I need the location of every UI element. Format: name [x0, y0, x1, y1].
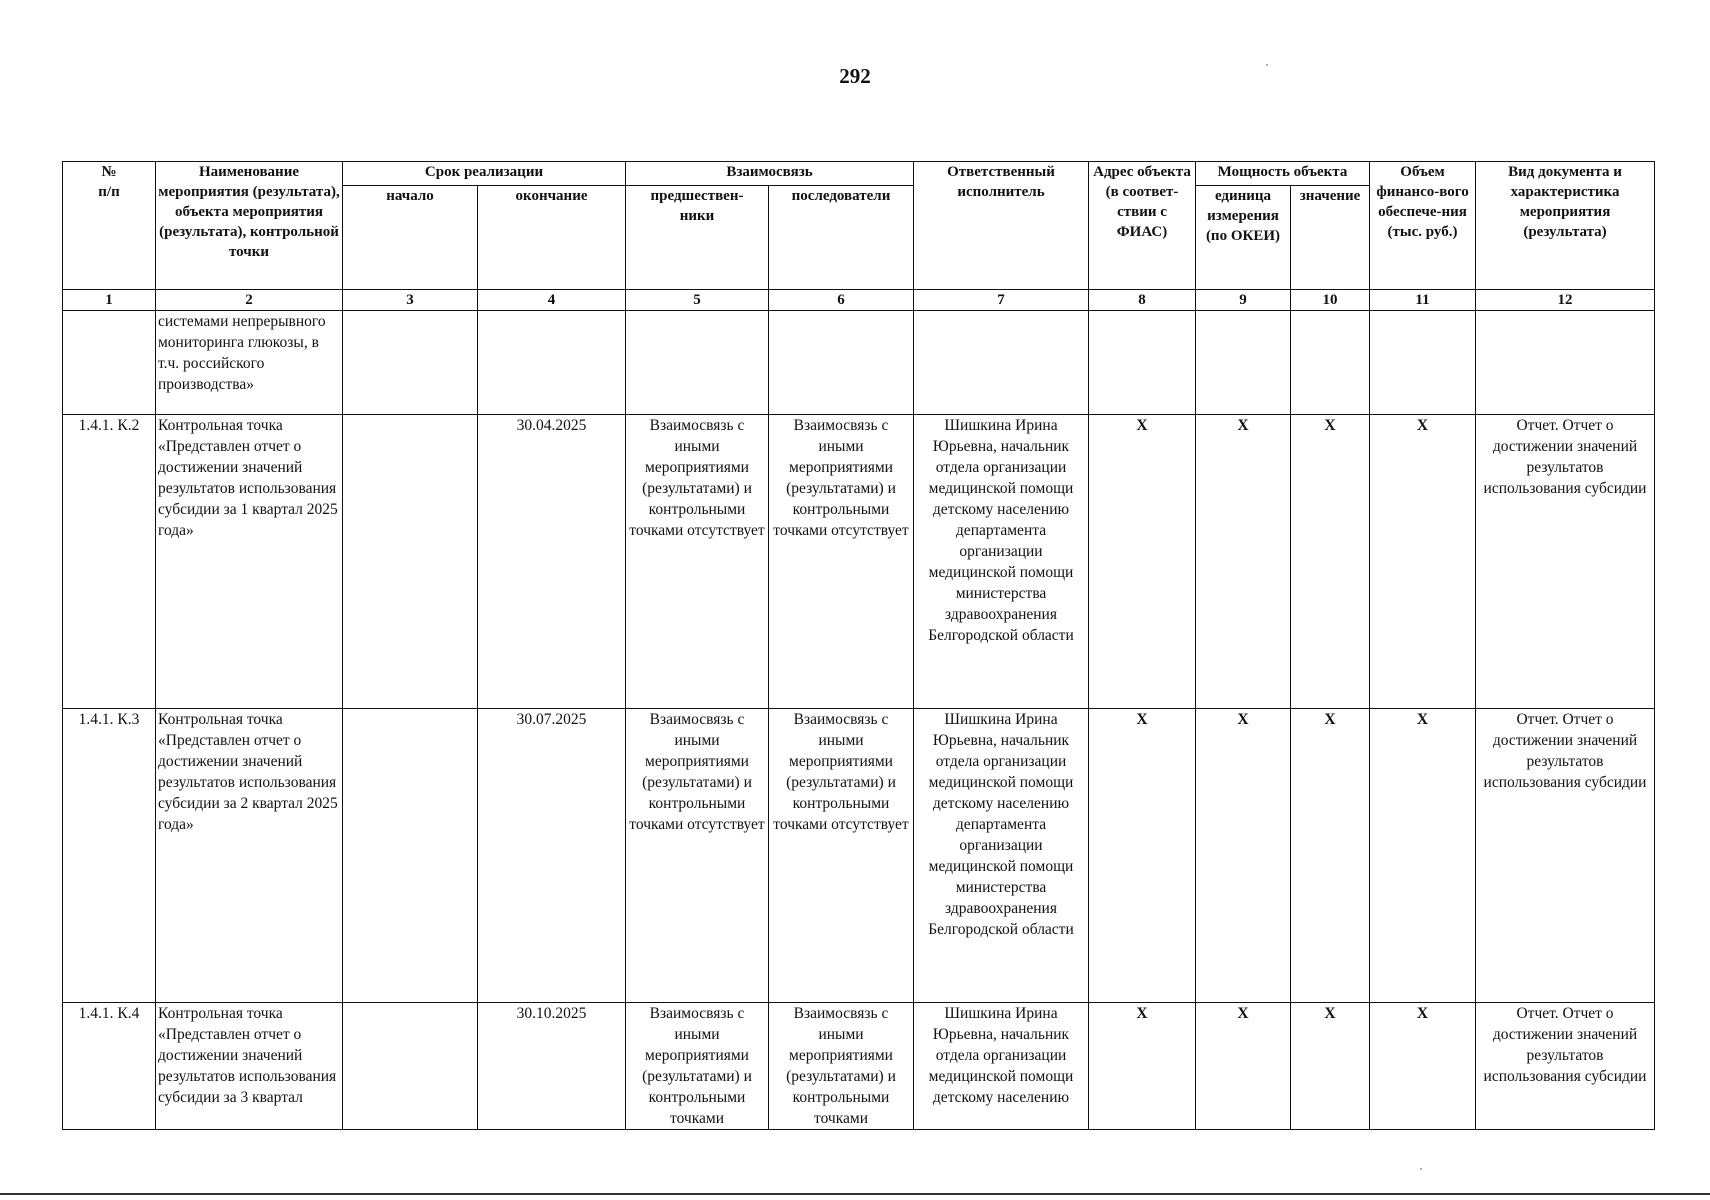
row-name: Контрольная точка «Представлен отчет о достижении значений результатов использования субсидии за 2 квартал 2025 года» [156, 709, 343, 1003]
row-unit: Х [1196, 1003, 1291, 1130]
row-document: Отчет. Отчет о достижении значений результатов использования субсидии [1476, 709, 1655, 1003]
row-responsible: Шишкина Ирина Юрьевна, начальник отдела организации медицинской помощи детскому населению [914, 1003, 1089, 1130]
col-number-2: 2 [156, 290, 343, 311]
row-start [343, 415, 478, 709]
table-row [63, 415, 1655, 709]
row-end: 30.04.2025 [478, 415, 626, 709]
header-col-3: начало [343, 186, 478, 290]
col-number-10: 10 [1291, 290, 1370, 311]
scan-edge-line [0, 1193, 1710, 1195]
header-col-8: Адрес объекта (в соответ-ствии с ФИАС) [1089, 162, 1196, 290]
row-name: Контрольная точка «Представлен отчет о достижении значений результатов использования субсидии за 3 квартал [156, 1003, 343, 1130]
header-group-term: Срок реализации [343, 162, 626, 186]
row-value: Х [1291, 415, 1370, 709]
row-successors: Взаимосвязь с иными мероприятиями (результатами) и контрольными точками отсутствует [769, 709, 914, 1003]
col-number-11: 11 [1370, 290, 1476, 311]
row-successors: Взаимосвязь с иными мероприятиями (результатами) и контрольными точками [769, 1003, 914, 1130]
col-number-7: 7 [914, 290, 1089, 311]
row-document: Отчет. Отчет о достижении значений результатов использования субсидии [1476, 1003, 1655, 1130]
header-col-10: значение [1291, 186, 1370, 290]
row-finance: Х [1370, 709, 1476, 1003]
header-col-1: № п/п [63, 162, 156, 290]
row-start [343, 709, 478, 1003]
col-number-8: 8 [1089, 290, 1196, 311]
row-number: 1.4.1. К.3 [63, 709, 156, 1003]
row-end: 30.07.2025 [478, 709, 626, 1003]
row-finance: Х [1370, 415, 1476, 709]
row-responsible: Шишкина Ирина Юрьевна, начальник отдела организации медицинской помощи детскому населению департамента организации медицинской помощи министерства здравоохранения Белгородской области [914, 415, 1089, 709]
scan-speck [1266, 64, 1268, 66]
header-col-11: Объем финансо-вого обеспече-ния (тыс. руб.) [1370, 162, 1476, 290]
col-number-3: 3 [343, 290, 478, 311]
header-group-link: Взаимосвязь [626, 162, 914, 186]
plan-table [62, 161, 1655, 1130]
col-number-5: 5 [626, 290, 769, 311]
col-number-6: 6 [769, 290, 914, 311]
col-number-4: 4 [478, 290, 626, 311]
table-row [63, 1003, 1655, 1130]
header-col-2: Наименование мероприятия (результата), объекта мероприятия (результата), контрольной точки [156, 162, 343, 290]
header-col-7: Ответственный исполнитель [914, 162, 1089, 290]
row-address: Х [1089, 709, 1196, 1003]
col-number-12: 12 [1476, 290, 1655, 311]
row-document: Отчет. Отчет о достижении значений результатов использования субсидии [1476, 415, 1655, 709]
row-name: системами непрерывного мониторинга глюкозы, в т.ч. российского производства» [156, 311, 343, 415]
col-number-1: 1 [63, 290, 156, 311]
row-number: 1.4.1. К.2 [63, 415, 156, 709]
page-number: 292 [839, 64, 871, 88]
row-predecessors: Взаимосвязь с иными мероприятиями (результатами) и контрольными точками [626, 1003, 769, 1130]
row-name: Контрольная точка «Представлен отчет о достижении значений результатов использования субсидии за 1 квартал 2025 года» [156, 415, 343, 709]
row-unit: Х [1196, 709, 1291, 1003]
header-group-capacity: Мощность объекта [1196, 162, 1370, 186]
header-col-6: последователи [769, 186, 914, 290]
row-start [343, 1003, 478, 1130]
row-address: Х [1089, 415, 1196, 709]
header-col-9: единица измерения (по ОКЕИ) [1196, 186, 1291, 290]
row-successors: Взаимосвязь с иными мероприятиями (результатами) и контрольными точками отсутствует [769, 415, 914, 709]
scan-speck [1420, 1168, 1422, 1170]
row-value: Х [1291, 709, 1370, 1003]
header-col-5: предшествен- ники [626, 186, 769, 290]
row-address: Х [1089, 1003, 1196, 1130]
row-end: 30.10.2025 [478, 1003, 626, 1130]
table-row [63, 709, 1655, 1003]
row-value: Х [1291, 1003, 1370, 1130]
row-predecessors: Взаимосвязь с иными мероприятиями (результатами) и контрольными точками отсутствует [626, 709, 769, 1003]
table-row-continuation [63, 311, 1655, 415]
col-number-9: 9 [1196, 290, 1291, 311]
row-number: 1.4.1. К.4 [63, 1003, 156, 1130]
header-col-12: Вид документа и характеристика мероприятия (результата) [1476, 162, 1655, 290]
row-unit: Х [1196, 415, 1291, 709]
header-col-4: окончание [478, 186, 626, 290]
row-responsible: Шишкина Ирина Юрьевна, начальник отдела организации медицинской помощи детскому населению департамента организации медицинской помощи министерства здравоохранения Белгородской области [914, 709, 1089, 1003]
row-finance: Х [1370, 1003, 1476, 1130]
row-predecessors: Взаимосвязь с иными мероприятиями (результатами) и контрольными точками отсутствует [626, 415, 769, 709]
